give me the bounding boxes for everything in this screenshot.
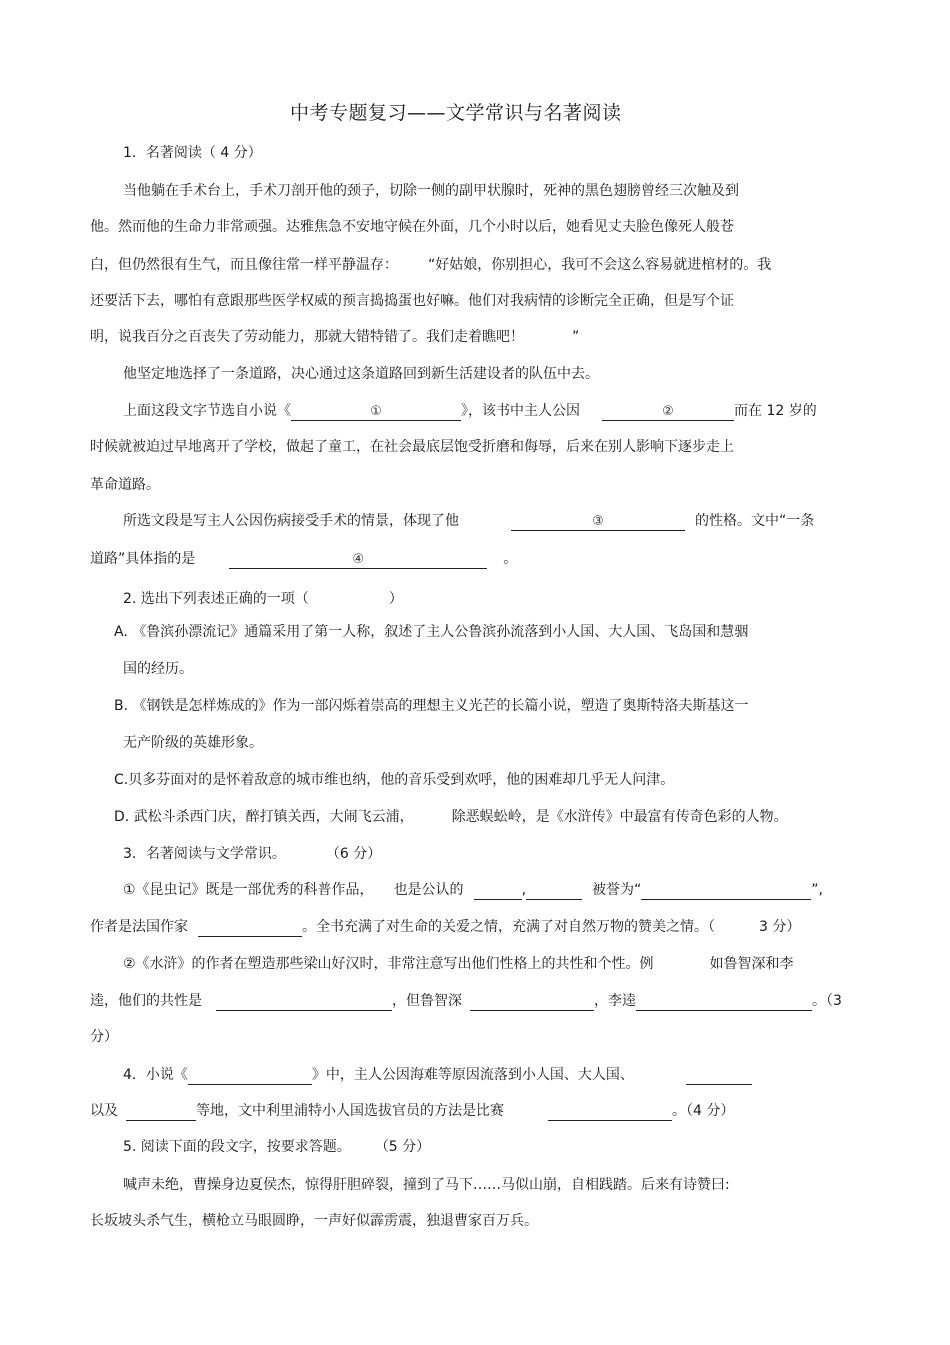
q3-item-score: 3 分） [759,919,801,935]
q3-item-text: 。（3 [812,993,842,1009]
answer-blank[interactable] [188,1066,312,1085]
q1-question-line [123,511,814,531]
q4-line [90,1101,734,1121]
answer-blank-3[interactable]: ③ [511,512,685,531]
answer-blank[interactable] [636,992,812,1011]
q1-question-line [123,401,817,421]
q2-option-d [114,807,788,827]
q2-heading [123,585,403,609]
q2-option-b: B. 《钢铁是怎样炼成的》作为一部闪烁着崇高的理想主义光芒的长篇小说，塑造了奥斯特洛夫斯基这一 [114,698,749,714]
q5-heading-text: 5. 阅读下面的段文字，按要求答题。 [123,1139,351,1155]
q3-item-text: ①《昆虫记》既是一部优秀的科普作品， [123,882,374,898]
q1-question-text: 上面这段文字节选自小说《 [123,403,291,419]
q1-passage-text: 明，说我百分之百丧失了劳动能力，那就大错特错了。我们走着瞧吧！ [90,329,524,345]
answer-blank[interactable] [474,881,522,900]
q3-item-text: 也是公认的 [393,882,464,898]
q2-option-c: C.贝多芬面对的是怀着敌意的城市维也纳，他的音乐受到欢呼，他的困难却几乎无人问津。 [114,772,675,788]
q1-passage-line [90,327,579,347]
answer-blank[interactable] [198,918,302,937]
q2-heading-close: ） [388,591,403,607]
q2-option-d-text: D. 武松斗杀西门庆，醉打镇关西，大闹飞云浦， [114,809,414,825]
q3-item-text: ，但鲁智深 [392,993,462,1009]
q2-option-b-cont: 无产阶级的英雄形象。 [123,735,263,751]
q3-heading [123,844,381,864]
q3-item-2-cont [90,991,842,1011]
q2-option-a: A. 《鲁滨孙漂流记》通篇采用了第一人称，叙述了主人公鲁滨孙流落到小人国、大人国、飞岛国和慧骃 [114,624,749,640]
q1-question-text: 的性格。文中“一条 [695,513,815,529]
q3-item-text: 。全书充满了对生命的关爱之情，充满了对自然万物的赞美之情。（ [302,919,715,935]
q1-close-quote: ” [572,329,580,345]
q3-item-text: ”, [811,882,823,898]
q5-score: （5 分） [374,1139,431,1155]
answer-blank-2[interactable]: ② [602,402,734,421]
q1-passage-line: 他。然而他的生命力非常顽强。达雅焦急不安地守候在外面，几个小时以后，她看见丈夫脸色像死人般苍 [90,219,734,235]
q1-passage-line: 他坚定地选择了一条道路，决心通过这条道路回到新生活建设者的队伍中去。 [123,366,599,382]
q5-heading [123,1137,430,1157]
q1-question-text: 道路”具体指的是 [90,551,196,567]
answer-blank[interactable] [126,1102,196,1121]
q4-text: 。（4 分） [672,1103,735,1119]
q1-passage-quote: “好姑娘，你别担心，我可不会这么容易就进棺材的。我 [428,257,772,273]
q2-answer-space[interactable] [309,585,389,603]
q3-item-2-cont: 分） [90,1029,118,1045]
answer-blank[interactable] [526,881,582,900]
q3-item-1-cont [90,917,800,937]
q3-item-text: 作者是法国作家 [90,919,188,935]
answer-blank[interactable] [470,992,594,1011]
answer-blank[interactable] [641,881,811,900]
answer-blank-4[interactable]: ④ [229,550,487,569]
q1-question-text: 。 [503,551,518,567]
q1-question-text: 》，该书中主人公因 [461,403,580,419]
q2-heading-text: 2. 选出下列表述正确的一项（ [123,591,309,607]
page-title: 中考专题复习——文学常识与名著阅读 [290,102,622,124]
answer-blank[interactable] [216,992,392,1011]
q3-item-text: 被誉为“ [592,882,642,898]
q4-text: 以及 [90,1103,118,1119]
q3-item-text: ②《水浒》的作者在塑造那些梁山好汉时，非常注意写出他们性格上的共性和个性。例 [123,956,654,972]
q3-item-1 [123,880,823,900]
q4-text: 等地，文中利里浦特小人国选拔官员的方法是比赛 [196,1103,504,1119]
q1-question-text: 所选文段是写主人公因伤病接受手术的情景，体现了他 [123,513,459,529]
q4-text: 4．小说《 [123,1067,188,1083]
q3-item-2 [123,954,794,974]
q1-question-text: 而在 12 岁的 [734,403,817,419]
answer-blank[interactable] [686,1066,752,1085]
q1-heading: 1．名著阅读（ 4 分） [123,145,262,161]
q1-passage-line: 当他躺在手术台上，手术刀剖开他的颈子，切除一侧的副甲状腺时，死神的黑色翅膀曾经三次触及到 [123,183,739,199]
q1-question-line: 时候就被迫过早地离开了学校，做起了童工，在社会最底层饱受折磨和侮辱，后来在别人影响下逐步走上 [90,439,734,455]
q3-heading-text: 3．名著阅读与文学常识。 [123,846,286,862]
q3-item-comma: , [521,882,527,898]
q3-item-text: 如鲁智深和李 [709,956,794,972]
q2-option-d-text: 除恶蜈蚣岭，是《水浒传》中最富有传奇色彩的人物。 [451,809,788,825]
q4-text: 》中，主人公因海难等原因流落到小人国、大人国、 [311,1067,634,1083]
q3-item-text: ，李逵 [594,993,636,1009]
answer-blank-1[interactable]: ① [291,402,461,421]
q1-passage-text: 白，但仍然很有生气，而且像往常一样平静温存： [90,257,398,273]
q4-line [123,1065,752,1085]
q5-poem-line: 长坂坡头杀气生，横枪立马眼圆睁，一声好似霹雳震，独退曹家百万兵。 [90,1213,538,1229]
q3-item-text: 逵，他们的共性是 [90,993,202,1009]
q1-passage-line [90,255,771,275]
q3-score: （6 分） [325,846,382,862]
q1-question-line: 革命道路。 [90,477,160,493]
q1-passage-line: 还要活下去，哪怕有意跟那些医学权威的预言捣捣蛋也好嘛。他们对我病情的诊断完全正确，但是写个证 [90,293,734,309]
q2-option-a-cont: 国的经历。 [123,661,193,677]
answer-blank[interactable] [548,1102,672,1121]
q5-passage-line: 喊声未绝，曹操身边夏侯杰，惊得肝胆碎裂，撞到了马下……马似山崩，自相践踏。后来有诗赞曰: [123,1177,730,1193]
q1-question-line [90,549,517,569]
